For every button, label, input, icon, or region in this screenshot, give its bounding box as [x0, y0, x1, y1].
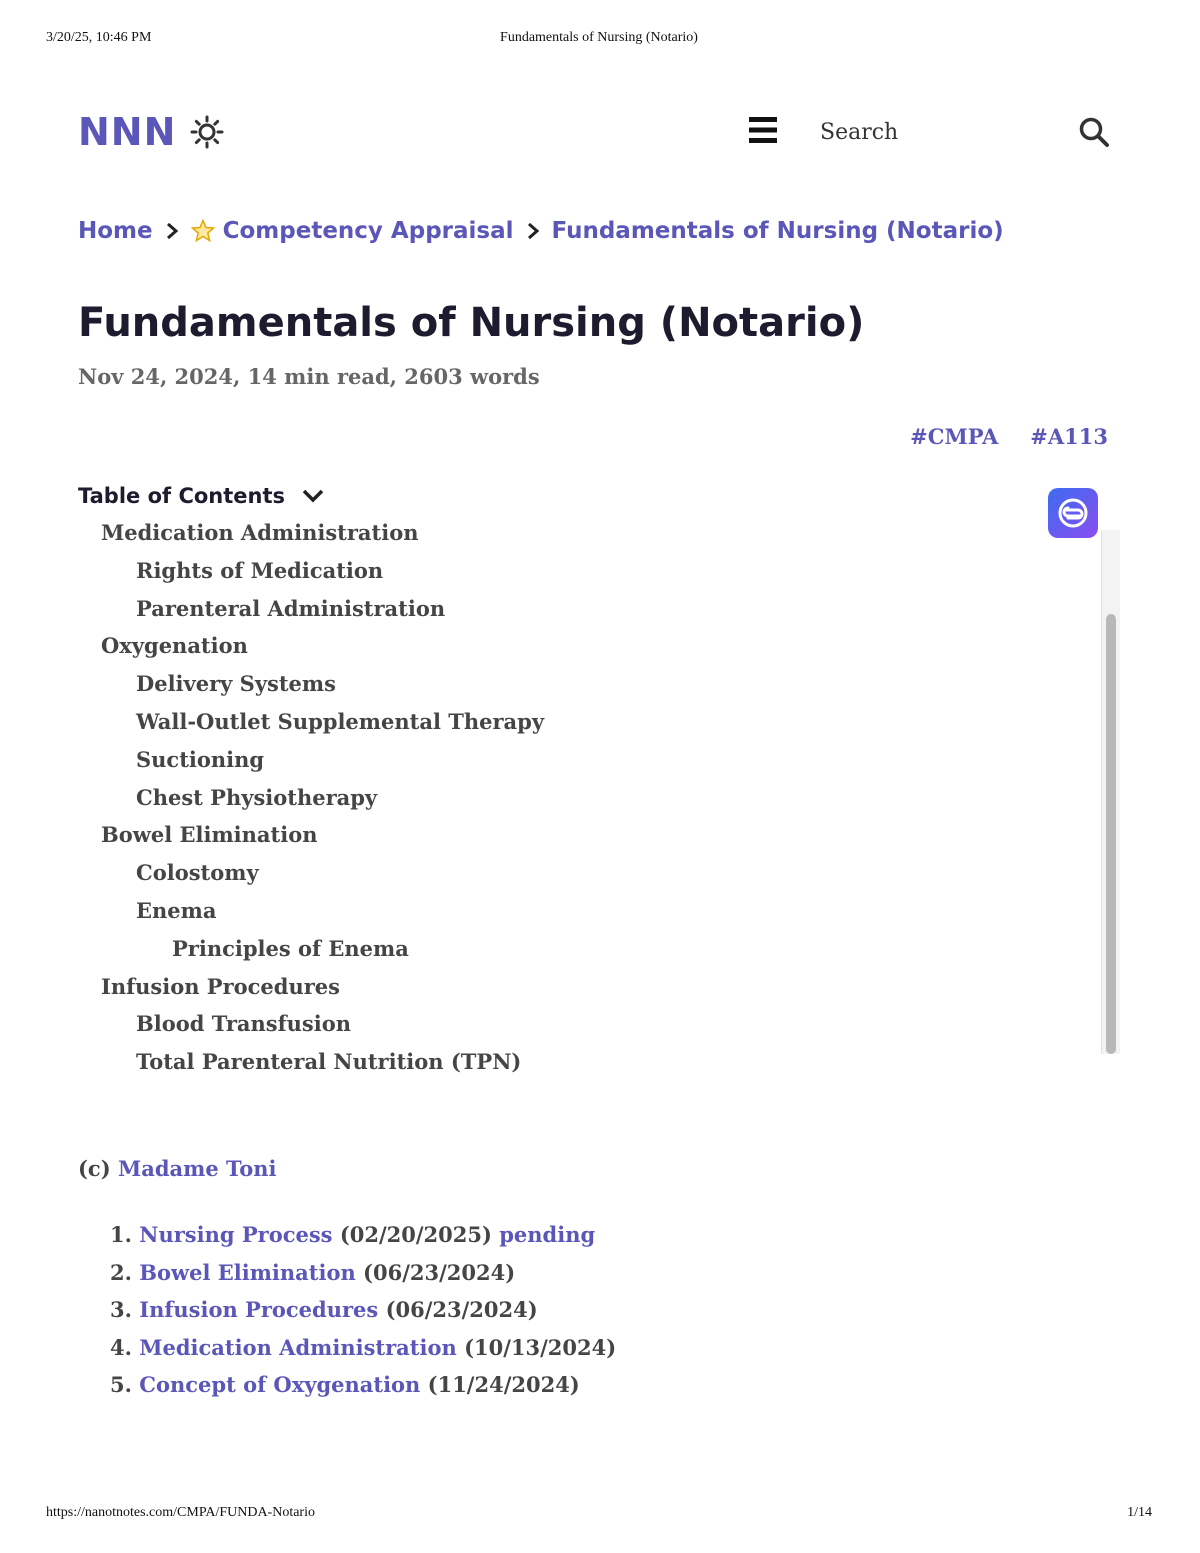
related-post-date: (06/23/2024) — [363, 1259, 516, 1285]
toc-item[interactable]: Infusion Procedures — [101, 973, 340, 999]
toc-item[interactable]: Total Parenteral Nutrition (TPN) — [136, 1049, 522, 1075]
toc-label: Table of Contents — [78, 484, 286, 508]
top-navigation — [78, 108, 1110, 156]
toc-item[interactable]: Suctioning — [136, 746, 265, 772]
tag-link[interactable]: #CMPA — [910, 424, 999, 449]
toc-item[interactable]: Colostomy — [136, 860, 259, 886]
related-post-number: 1. — [110, 1222, 132, 1247]
related-post-link[interactable]: Medication Administration — [139, 1334, 457, 1360]
related-post-date: (10/13/2024) — [464, 1334, 617, 1360]
breadcrumb-current[interactable]: Fundamentals of Nursing (Notario) — [551, 218, 1004, 244]
toc-scrollbar-thumb[interactable] — [1106, 614, 1116, 1054]
related-post-link[interactable]: Concept of Oxygenation — [139, 1372, 421, 1397]
toc-item[interactable]: Oxygenation — [101, 633, 248, 659]
related-post-item — [110, 1254, 616, 1292]
related-post-number: 2. — [110, 1259, 132, 1285]
print-doc-title: Fundamentals of Nursing (Notario) — [500, 30, 698, 45]
print-url: https://nanotnotes.com/CMPA/FUNDA-Notario — [46, 1505, 315, 1520]
toc-item[interactable]: Bowel Elimination — [101, 822, 318, 848]
tag-list — [910, 424, 1108, 449]
app-extension-icon[interactable] — [1048, 488, 1098, 538]
print-footer — [46, 1505, 1152, 1525]
related-post-number: 5. — [110, 1372, 132, 1397]
toc-item[interactable]: Parenteral Administration — [136, 595, 446, 621]
related-post-link[interactable]: Bowel Elimination — [139, 1259, 356, 1285]
related-post-date: (02/20/2025) — [339, 1222, 492, 1247]
breadcrumb — [78, 213, 1004, 249]
related-post-link[interactable]: Nursing Process — [139, 1222, 333, 1247]
chevron-right-icon — [165, 222, 179, 240]
related-post-number: 4. — [110, 1334, 132, 1360]
toc-item[interactable]: Chest Physiotherapy — [136, 784, 378, 810]
chevron-down-icon — [301, 488, 325, 504]
related-post-number: 3. — [110, 1297, 132, 1322]
related-post-item — [110, 1329, 616, 1367]
toc-item[interactable]: Delivery Systems — [136, 671, 336, 697]
related-post-date: (06/23/2024) — [385, 1297, 538, 1322]
page-title: Fundamentals of Nursing (Notario) — [78, 300, 865, 346]
tag-link[interactable]: #A113 — [1030, 424, 1108, 449]
site-logo: NNN — [78, 110, 177, 154]
toc-toggle[interactable] — [78, 484, 325, 508]
related-post-date: (11/24/2024) — [427, 1372, 580, 1397]
article-meta: Nov 24, 2024, 14 min read, 2603 words — [78, 364, 540, 389]
toc-item[interactable]: Principles of Enema — [172, 935, 409, 961]
related-post-item — [110, 1291, 616, 1329]
toc-item[interactable]: Blood Transfusion — [136, 1011, 351, 1037]
related-post-item — [110, 1366, 616, 1404]
toc-item[interactable]: Wall-Outlet Supplemental Therapy — [136, 708, 545, 734]
toc-item[interactable]: Rights of Medication — [136, 557, 384, 583]
related-posts-list — [110, 1216, 616, 1404]
site-logo-link[interactable] — [78, 108, 224, 156]
toc-panel — [78, 516, 1120, 1075]
breadcrumb-home[interactable]: Home — [78, 218, 153, 244]
related-post-item — [110, 1216, 616, 1254]
toc-scrollbar[interactable] — [1101, 530, 1120, 1054]
print-page-number: 1/14 — [1127, 1505, 1152, 1520]
breadcrumb-section[interactable]: Competency Appraisal — [222, 218, 514, 244]
related-post-status-link[interactable]: pending — [499, 1222, 596, 1247]
search-icon[interactable] — [1078, 116, 1110, 152]
author-link[interactable]: Madame Toni — [117, 1156, 277, 1181]
print-header — [46, 30, 1152, 50]
theme-toggle-icon[interactable] — [190, 115, 224, 149]
star-icon — [191, 219, 215, 243]
hamburger-menu-icon[interactable] — [748, 114, 778, 150]
toc-list — [78, 514, 1096, 1081]
chevron-right-icon — [526, 222, 540, 240]
copyright-line — [78, 1156, 277, 1181]
copyright-prefix: (c) — [78, 1156, 111, 1181]
search-input[interactable] — [820, 114, 1060, 150]
related-post-link[interactable]: Infusion Procedures — [139, 1297, 379, 1322]
toc-item[interactable]: Enema — [136, 897, 217, 923]
print-datetime: 3/20/25, 10:46 PM — [46, 30, 152, 45]
toc-item[interactable]: Medication Administration — [101, 520, 419, 545]
